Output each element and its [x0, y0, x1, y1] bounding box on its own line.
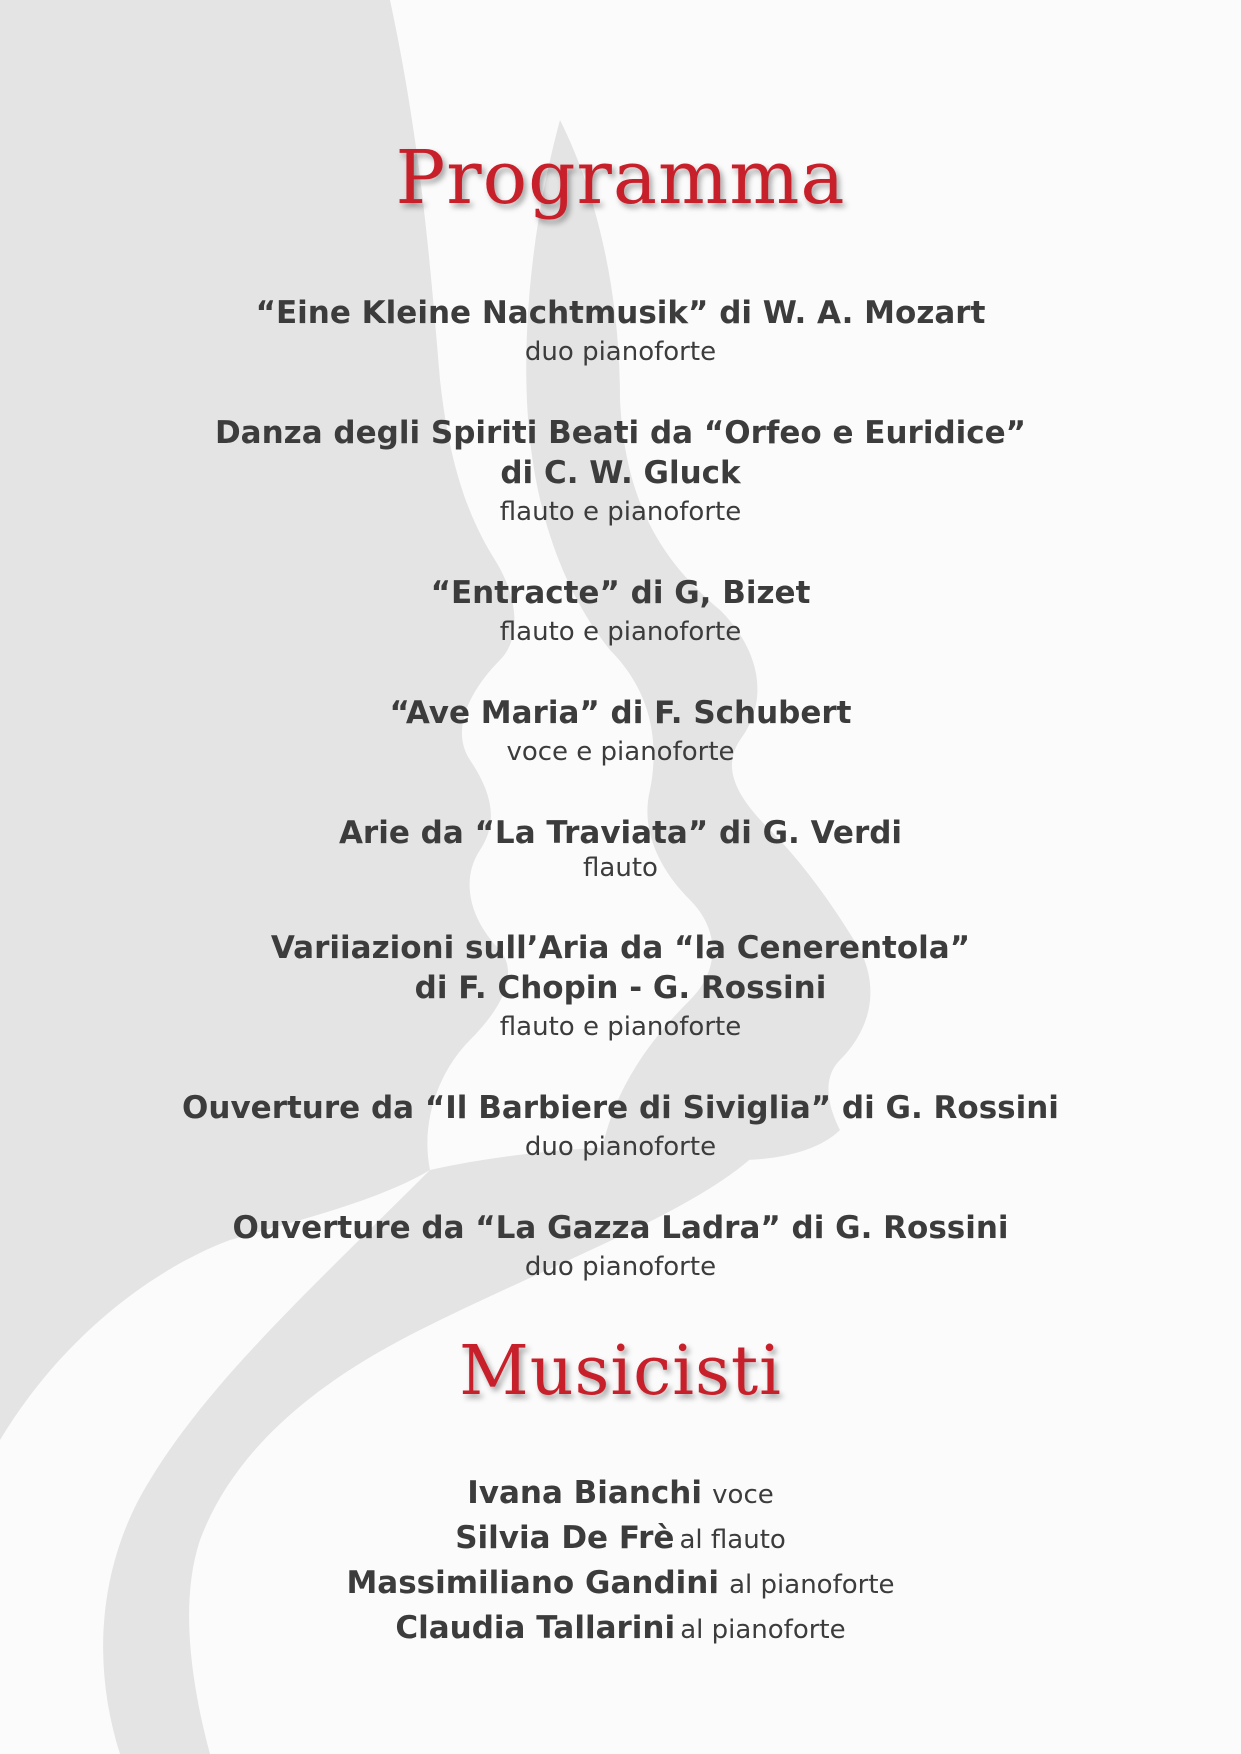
piece-title: “Entracte” di G, Bizet	[430, 575, 811, 611]
piece-composer: di F. Chopin - G. Rossini	[414, 970, 827, 1006]
piece-title: Ouverture da “La Gazza Ladra” di G. Rossini	[232, 1210, 1009, 1246]
musician-name: Massimiliano Gandini	[346, 1565, 719, 1601]
piece-instruments: duo pianoforte	[524, 1252, 717, 1282]
piece-title: Arie da “La Traviata” di G. Verdi	[338, 815, 903, 851]
musician-role: al pianoforte	[680, 1615, 846, 1645]
piece-instruments: flauto e pianoforte	[499, 497, 742, 527]
musician-role: al pianoforte	[729, 1570, 895, 1600]
piece-instruments: flauto e pianoforte	[499, 1012, 742, 1042]
musicisti-heading: Musicisti	[459, 1332, 782, 1411]
musician-entry	[0, 1608, 1241, 1653]
program-entry	[0, 293, 1241, 371]
programma-heading: Programma	[395, 135, 846, 221]
piece-title: Ouverture da “Il Barbiere di Siviglia” di G. Rossini	[182, 1090, 1059, 1126]
musician-name: Ivana Bianchi	[467, 1475, 702, 1511]
program-entry	[0, 693, 1241, 771]
piece-instruments: voce e pianoforte	[506, 737, 735, 767]
program-entry	[0, 1208, 1241, 1286]
piece-instruments: duo pianoforte	[524, 337, 717, 367]
piece-title: “Ave Maria” di F. Schubert	[389, 695, 852, 731]
piece-title: “Eine Kleine Nachtmusik” di W. A. Mozart	[255, 295, 986, 331]
piece-instruments: flauto e pianoforte	[499, 617, 742, 647]
program-entry	[0, 573, 1241, 651]
musician-entry	[0, 1473, 1241, 1518]
program-entry	[0, 813, 1241, 883]
program-entry	[0, 1088, 1241, 1166]
musician-name: Claudia Tallarini	[395, 1610, 676, 1646]
piece-title: Variiazioni sull’Aria da “la Cenerentola”	[270, 930, 971, 966]
piece-title: Danza degli Spiriti Beati da “Orfeo e Euridice”	[214, 415, 1027, 451]
musician-role: voce	[712, 1480, 774, 1510]
piece-instruments: duo pianoforte	[524, 1132, 717, 1162]
musician-role: al flauto	[679, 1525, 786, 1555]
piece-instruments: flauto	[583, 853, 658, 883]
musician-name: Silvia De Frè	[455, 1520, 675, 1556]
program-entry	[0, 413, 1241, 531]
musician-entry	[0, 1563, 1241, 1608]
musician-entry	[0, 1518, 1241, 1563]
piece-composer: di C. W. Gluck	[500, 455, 741, 491]
program-entry	[0, 928, 1241, 1046]
musicians-list	[0, 1473, 1241, 1653]
